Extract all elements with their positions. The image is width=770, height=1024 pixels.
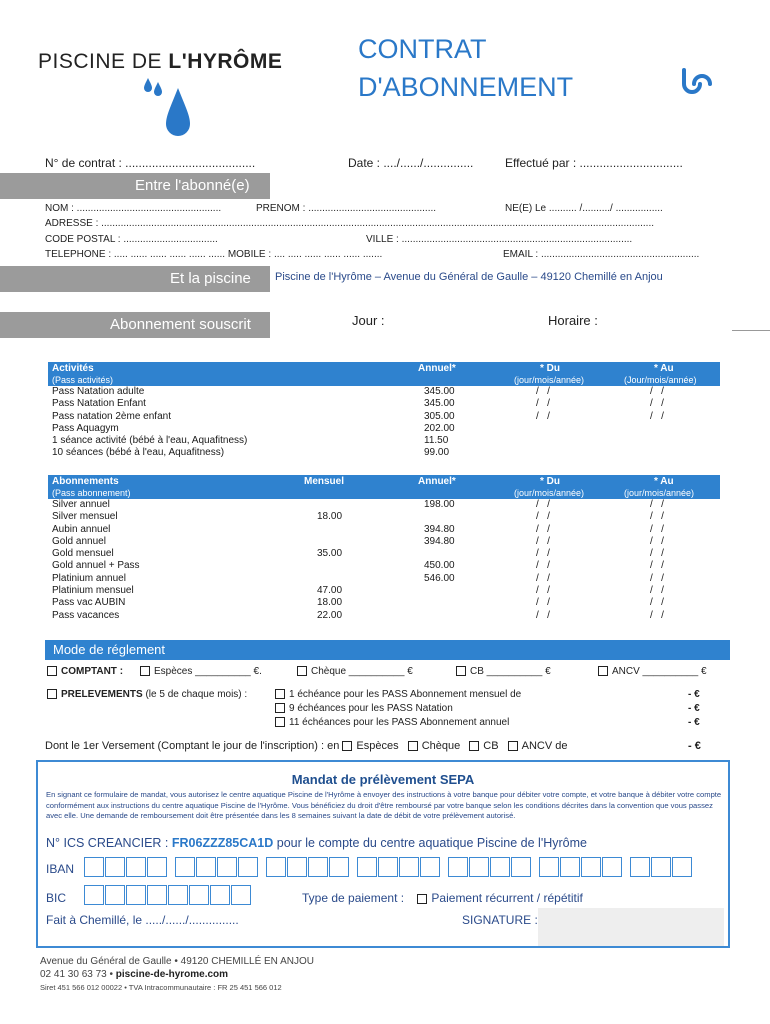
subscription-name: Gold mensuel	[52, 548, 114, 560]
amount-11: - €	[688, 717, 700, 728]
subscription-du[interactable]: / /	[536, 548, 550, 560]
activity-name: Pass Aquagym	[52, 422, 119, 434]
field-nom[interactable]: NOM : ....................................................	[45, 203, 222, 214]
horaire-label[interactable]: Horaire :	[548, 313, 598, 328]
subscription-au[interactable]: / /	[650, 535, 664, 547]
amount-9: - €	[688, 703, 700, 714]
activity-row	[52, 447, 720, 459]
iban-char-box[interactable]	[469, 857, 489, 877]
activity-annuel: 99.00	[424, 447, 450, 459]
iban-char-box[interactable]	[175, 857, 195, 877]
first-payment-row: Dont le 1er Versement (Comptant le jour de l'inscription) : en Espèces Chèque CB ANCV de	[45, 740, 568, 752]
bic-char-box[interactable]	[231, 885, 251, 905]
subscription-bar: Abonnement souscrit	[0, 312, 270, 338]
subscription-du[interactable]: / /	[536, 597, 550, 609]
page-title	[358, 30, 573, 106]
water-drops-icon	[140, 74, 190, 144]
iban-group[interactable]	[630, 857, 693, 877]
first-amount: - €	[688, 740, 701, 752]
activity-au[interactable]: / /	[650, 386, 664, 397]
payment-type: Type de paiement : Paiement récurrent / répétitif	[302, 891, 583, 905]
subscription-du[interactable]: / /	[536, 523, 550, 535]
subscription-row	[52, 536, 720, 548]
prelevements-row: PRELEVEMENTS (le 5 de chaque mois) :	[47, 689, 247, 700]
iban-char-box[interactable]	[651, 857, 671, 877]
iban-char-box[interactable]	[329, 857, 349, 877]
subscription-au[interactable]: / /	[650, 572, 664, 584]
contract-by[interactable]: Effectué par : ...............................	[505, 156, 683, 170]
especes-checkbox[interactable]	[140, 666, 150, 676]
activity-du[interactable]: / /	[536, 398, 550, 410]
sepa-title: Mandat de prélèvement SEPA	[291, 772, 475, 787]
option-11-echeances[interactable]: 11 échéances pour les PASS Abonnement annuel	[275, 717, 509, 728]
subscription-annuel: 450.00	[424, 560, 455, 572]
subscription-name: Gold annuel	[52, 535, 106, 547]
field-ville[interactable]: VILLE : ...................................................................................	[366, 234, 633, 245]
first-cheque-checkbox[interactable]	[408, 741, 418, 751]
iban-char-box[interactable]	[287, 857, 307, 877]
activity-name: Pass Natation adulte	[52, 386, 145, 397]
iban-group[interactable]	[84, 857, 168, 877]
iban-char-box[interactable]	[217, 857, 237, 877]
signature-label: SIGNATURE :	[462, 913, 538, 927]
activity-annuel: 305.00	[424, 410, 455, 422]
subscription-du[interactable]: / /	[536, 560, 550, 572]
iban-char-box[interactable]	[378, 857, 398, 877]
iban-group[interactable]	[266, 857, 350, 877]
activity-annuel: 345.00	[424, 386, 455, 397]
prelevements-checkbox[interactable]	[47, 689, 57, 699]
option-9-echeances[interactable]: 9 échéances pour les PASS Natation	[275, 703, 453, 714]
title-line2: D'ABONNEMENT	[358, 72, 574, 102]
subscription-au[interactable]: / /	[650, 609, 664, 621]
activity-annuel: 345.00	[424, 398, 455, 410]
subscription-row	[52, 524, 720, 536]
cb-option[interactable]: CB __________ €	[456, 666, 551, 677]
subscription-name: Silver annuel	[52, 499, 110, 510]
field-prenom[interactable]: PRENOM : ..............................................	[256, 203, 437, 214]
option-1-echeance[interactable]: 1 échéance pour les PASS Abonnement mensuel de	[275, 689, 521, 700]
bic-char-box[interactable]	[189, 885, 209, 905]
activity-row	[52, 386, 720, 398]
first-especes-checkbox[interactable]	[342, 741, 352, 751]
comptant-row: COMPTANT :	[47, 666, 123, 677]
subscription-au[interactable]: / /	[650, 548, 664, 560]
subscriber-bar: Entre l'abonné(e)	[0, 173, 270, 199]
iban-char-box[interactable]	[399, 857, 419, 877]
iban-group[interactable]	[357, 857, 441, 877]
iban-char-box[interactable]	[511, 857, 531, 877]
iban-char-box[interactable]	[238, 857, 258, 877]
iban-char-box[interactable]	[581, 857, 601, 877]
brand-mark-icon	[680, 64, 716, 96]
subscription-row	[52, 597, 720, 609]
subscription-au[interactable]: / /	[650, 523, 664, 535]
title-line1: CONTRAT	[358, 34, 487, 64]
subscription-mensuel: 22.00	[317, 609, 343, 621]
subscription-name: Aubin annuel	[52, 523, 111, 535]
bic-char-box[interactable]	[126, 885, 146, 905]
iban-char-box[interactable]	[308, 857, 328, 877]
iban-char-box[interactable]	[420, 857, 440, 877]
pool-bar: Et la piscine	[0, 266, 270, 292]
subscription-du[interactable]: / /	[536, 499, 550, 510]
iban-group[interactable]	[448, 857, 532, 877]
subscription-row	[52, 560, 720, 572]
activity-annuel: 11.50	[424, 435, 449, 447]
subscription-row	[52, 548, 720, 560]
activity-row	[52, 423, 720, 435]
iban-char-box[interactable]	[602, 857, 622, 877]
iban-char-box[interactable]	[539, 857, 559, 877]
iban-char-box[interactable]	[266, 857, 286, 877]
iban-char-box[interactable]	[490, 857, 510, 877]
ancv-checkbox[interactable]	[598, 666, 608, 676]
first-ancv-checkbox[interactable]	[508, 741, 518, 751]
fait-a[interactable]: Fait à Chemillé, le ...../....../...............	[46, 913, 239, 927]
activity-row	[52, 435, 720, 447]
subscription-name: Pass vac AUBIN	[52, 597, 126, 609]
divider	[732, 330, 770, 331]
subscription-mensuel: 35.00	[317, 548, 343, 560]
activity-du[interactable]: / /	[536, 386, 550, 397]
activity-au[interactable]: / /	[650, 410, 664, 422]
iban-label: IBAN	[46, 862, 75, 876]
option-9-checkbox[interactable]	[275, 703, 285, 713]
subscription-au[interactable]: / /	[650, 585, 664, 597]
bic-char-box[interactable]	[105, 885, 125, 905]
contract-number[interactable]: N° de contrat : .......................................	[45, 156, 256, 170]
iban-char-box[interactable]	[630, 857, 650, 877]
field-telephone-mobile[interactable]: TELEPHONE : ..... ...... ...... ...... ...... ...... MOBILE : .... ..... ...... ...... ...... .......	[45, 249, 383, 260]
iban-char-box[interactable]	[147, 857, 167, 877]
subscription-row	[52, 499, 720, 511]
subscription-du[interactable]: / /	[536, 535, 550, 547]
iban-char-box[interactable]	[105, 857, 125, 877]
subscriptions-header: Abonnements (Pass abonnement) Mensuel Annuel* * Du (jour/mois/année) * Au (jour/mois/année)	[48, 475, 720, 499]
iban-char-box[interactable]	[84, 857, 104, 877]
subscription-row	[52, 610, 720, 622]
subscription-name: Platinium mensuel	[52, 585, 134, 597]
activity-name: Pass natation 2ème enfant	[52, 410, 171, 422]
activity-au[interactable]: / /	[650, 398, 664, 410]
subscription-mensuel: 18.00	[317, 511, 343, 523]
bic-label: BIC	[46, 891, 67, 905]
iban-char-box[interactable]	[196, 857, 216, 877]
subscription-name: Pass vacances	[52, 609, 120, 621]
signature-field[interactable]	[538, 908, 724, 946]
bic-char-box[interactable]	[210, 885, 230, 905]
activity-name: Pass Natation Enfant	[52, 398, 146, 410]
subscription-row	[52, 585, 720, 597]
iban-char-box[interactable]	[126, 857, 146, 877]
activity-row	[52, 411, 720, 423]
subscription-du[interactable]: / /	[536, 585, 550, 597]
ancv-option[interactable]: ANCV __________ €	[598, 666, 707, 677]
field-adresse[interactable]: ADRESSE : .......................................................................................................................................................................................................	[45, 218, 655, 229]
subscription-name: Silver mensuel	[52, 511, 118, 523]
activities-header: Activités (Pass activités) Annuel* * Du (jour/mois/année) * Au (Jour/mois/année)	[48, 362, 720, 386]
subscriptions-rows	[52, 499, 720, 622]
activity-row	[52, 398, 720, 410]
activity-name: 10 séances (bébé à l'eau, Aquafitness)	[52, 447, 225, 459]
iban-char-box[interactable]	[560, 857, 580, 877]
payment-bar: Mode de réglement	[45, 640, 730, 660]
subscription-name: Platinium annuel	[52, 572, 126, 584]
subscription-au[interactable]: / /	[650, 499, 664, 510]
subscription-au[interactable]: / /	[650, 560, 664, 572]
bic-char-box[interactable]	[84, 885, 104, 905]
subscription-du[interactable]: / /	[536, 609, 550, 621]
subscription-annuel: 394.80	[424, 535, 455, 547]
field-cp[interactable]: CODE POSTAL : ..................................	[45, 234, 218, 245]
subscription-du[interactable]: / /	[536, 572, 550, 584]
amount-1: - €	[688, 689, 700, 700]
bic-char-box[interactable]	[168, 885, 188, 905]
subscription-row	[52, 511, 720, 523]
field-email[interactable]: EMAIL : .........................................................	[503, 249, 700, 260]
activities-rows	[52, 386, 720, 460]
subscription-annuel: 546.00	[424, 572, 455, 584]
activity-name: 1 séance activité (bébé à l'eau, Aquafitness)	[52, 435, 248, 447]
especes-option[interactable]: Espèces __________ €.	[140, 666, 262, 677]
option-1-checkbox[interactable]	[275, 689, 285, 699]
sepa-mandate	[36, 760, 730, 948]
sepa-text: En signant ce formulaire de mandat, vous autorisez le centre aquatique Piscine de l'Hyrôme à envoyer des instructions à votre banque pour débiter votre compte, et votre banque à débiter votre compte conformément aux instructions du centre aquatique Piscine de l'Hyrôme. Vous bénéficiez du droit d'être remboursé par votre banque selon les conditions décrites dans la convention que vous passez avec elle. Une demande de remboursement doit être présentée dans les 8 semaines suivant la date de débit de votre prélèvement autorisé.	[46, 790, 722, 820]
iban-group[interactable]	[539, 857, 623, 877]
subscription-du[interactable]: / /	[536, 511, 550, 523]
footer-address: Avenue du Général de Gaulle • 49120 CHEMILLÉ EN ANJOU	[40, 956, 315, 967]
logo-prefix: PISCINE DE	[38, 50, 169, 73]
subscription-annuel: 394.80	[424, 523, 455, 535]
pool-address: Piscine de l'Hyrôme – Avenue du Général de Gaulle – 49120 Chemillé en Anjou	[275, 271, 663, 283]
subscription-au[interactable]: / /	[650, 511, 664, 523]
subscription-mensuel: 18.00	[317, 597, 343, 609]
footer-contact: 02 41 30 63 73 • piscine-de-hyrome.com	[40, 969, 229, 980]
iban-group[interactable]	[175, 857, 259, 877]
logo-bold: L'HYRÔME	[168, 50, 283, 73]
activity-annuel: 202.00	[424, 422, 455, 434]
jour-label[interactable]: Jour :	[352, 313, 385, 328]
recurrent-checkbox[interactable]	[417, 894, 427, 904]
bic-char-box[interactable]	[147, 885, 167, 905]
cb-checkbox[interactable]	[456, 666, 466, 676]
cheque-checkbox[interactable]	[297, 666, 307, 676]
ics-line: N° ICS CREANCIER : FR06ZZZ85CA1D pour le compte du centre aquatique Piscine de l'Hyrôme	[46, 836, 587, 850]
logo-wordmark	[38, 50, 282, 74]
subscription-name: Gold annuel + Pass	[52, 560, 140, 572]
activity-du[interactable]: / /	[536, 410, 550, 422]
subscription-row	[52, 573, 720, 585]
field-birthdate[interactable]: NE(E) Le .......... /........../ .................	[505, 203, 663, 214]
cheque-option[interactable]: Chèque __________ €	[297, 666, 413, 677]
subscription-au[interactable]: / /	[650, 597, 664, 609]
iban-char-box[interactable]	[357, 857, 377, 877]
footer-legal: Siret 451 566 012 00022 • TVA Intracommunautaire : FR 25 451 566 012	[40, 983, 282, 992]
contract-date[interactable]: Date : ..../....../...............	[348, 156, 474, 170]
option-11-checkbox[interactable]	[275, 717, 285, 727]
subscription-mensuel: 47.00	[317, 585, 343, 597]
iban-char-box[interactable]	[672, 857, 692, 877]
subscription-annuel: 198.00	[424, 499, 455, 510]
iban-input[interactable]	[84, 857, 700, 877]
bic-input[interactable]	[84, 885, 252, 905]
iban-char-box[interactable]	[448, 857, 468, 877]
comptant-checkbox[interactable]	[47, 666, 57, 676]
first-cb-checkbox[interactable]	[469, 741, 479, 751]
